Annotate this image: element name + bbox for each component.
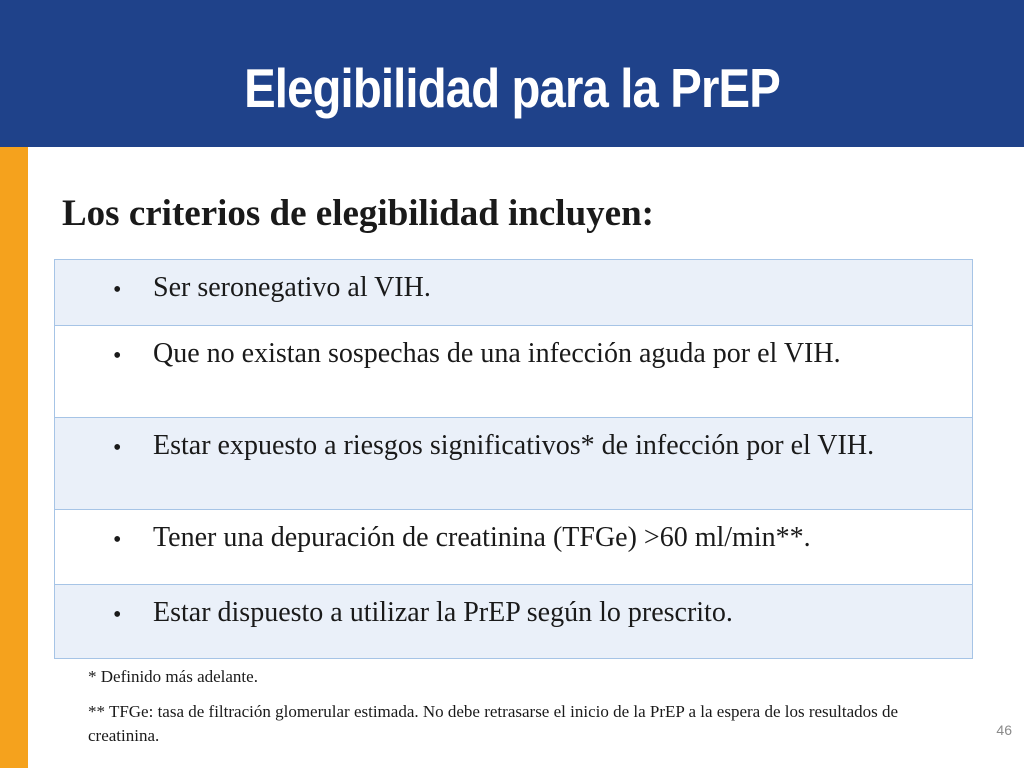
footnote: ** TFGe: tasa de filtración glomerular estimada. No debe retrasarse el inicio de la PrEP a la espera de los resultados de creatinina. bbox=[88, 702, 899, 745]
criteria-text: Estar expuesto a riesgos significativos* de infección por el VIH. bbox=[153, 430, 875, 461]
bullet-icon: • bbox=[113, 527, 122, 553]
criteria-table bbox=[54, 259, 973, 659]
criteria-row bbox=[55, 417, 972, 509]
criteria-row bbox=[55, 260, 972, 325]
criteria-text: Que no existan sospechas de una infección aguda por el VIH. bbox=[153, 338, 841, 369]
footnote: * Definido más adelante. bbox=[88, 667, 258, 686]
slide-subtitle: Los criterios de elegibilidad incluyen: bbox=[62, 193, 654, 234]
bullet-icon: • bbox=[113, 343, 122, 369]
bullet-icon: • bbox=[113, 435, 122, 461]
bullet-icon: • bbox=[113, 277, 122, 303]
criteria-row bbox=[55, 325, 972, 417]
criteria-text: Estar dispuesto a utilizar la PrEP según lo prescrito. bbox=[153, 597, 733, 628]
criteria-row bbox=[55, 509, 972, 584]
criteria-row bbox=[55, 584, 972, 658]
accent-side-bar bbox=[0, 147, 28, 768]
page-number: 46 bbox=[996, 722, 1012, 738]
slide-title: Elegibilidad para la PrEP bbox=[244, 57, 780, 119]
bullet-icon: • bbox=[113, 602, 122, 628]
criteria-text: Ser seronegativo al VIH. bbox=[153, 272, 431, 303]
criteria-text: Tener una depuración de creatinina (TFGe) >60 ml/min**. bbox=[153, 522, 811, 553]
